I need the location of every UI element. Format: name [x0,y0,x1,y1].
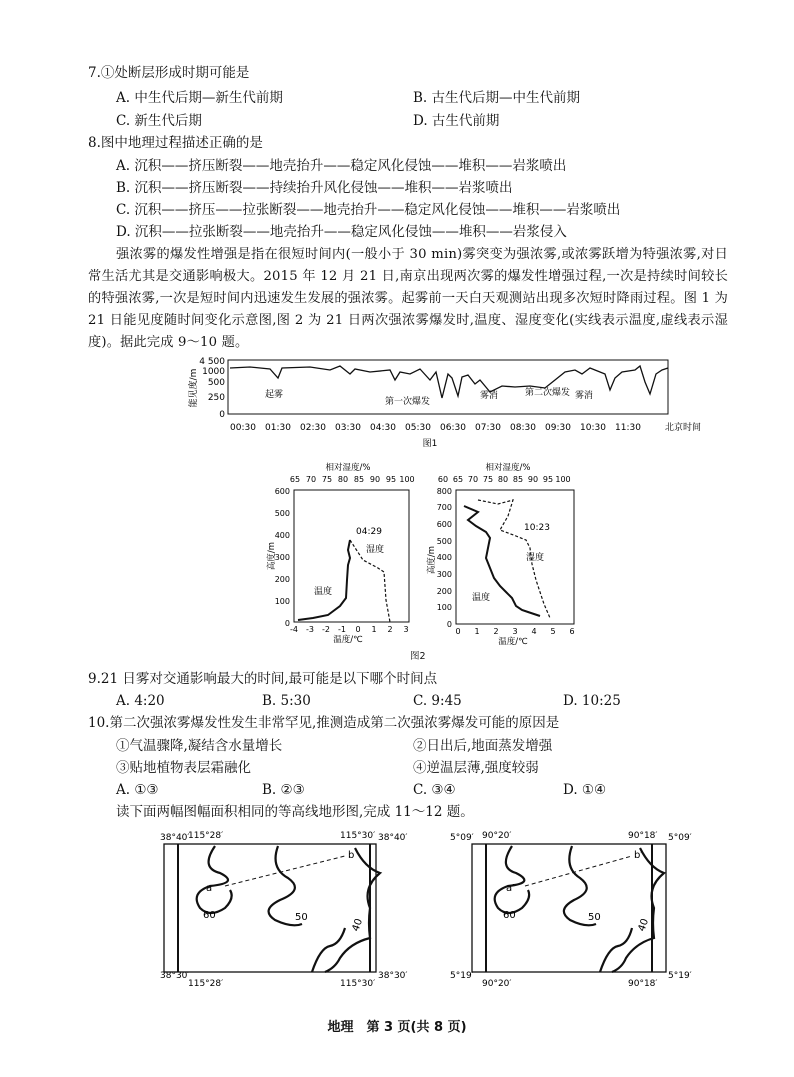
fig2-left-bottom-tick: 2 [387,625,393,634]
fig2-left-xlabel: 温度/℃ [333,635,363,645]
map-right-contour-60: 60 [503,910,516,921]
q10-statement-1: ①气温骤降,凝结含水量增长 [116,738,283,754]
fig1-xtick: 11:30 [615,423,641,433]
q10-option-c: C. ③④ [413,782,456,798]
q7-option-a: A. 中生代后期—新生代前期 [116,90,283,106]
q10-statement-3: ③贴地植物表层霜融化 [116,760,251,776]
fig2-right-top-tick: 95 [542,475,554,484]
fig2-right-bottom-tick: 6 [569,627,575,636]
figure-1-visibility-chart [189,352,702,452]
fig2-right-ytick: 600 [436,520,452,529]
fig2-left-top-tick: 90 [369,475,381,484]
fig2-left-top-tick: 95 [385,475,397,484]
fig2-right-top-tick: 90 [527,475,539,484]
fig2-left-ytick: 0 [284,619,290,628]
fig2-left-ytick: 100 [274,597,290,606]
fig2-left-bottom-tick: 1 [371,625,377,634]
fig2-right-ytick: 200 [436,587,452,596]
fig1-xtick: 07:30 [475,423,501,433]
map-left-lon-label: 115°30′ [340,979,376,989]
fig2-left-bottom-tick: -2 [322,625,330,634]
fig2-right-ytick: 400 [436,553,452,562]
q9-option-d: D. 10:25 [563,693,621,709]
map-left-lat-label: 38°30′ [378,971,408,981]
figure-2-left-profile [268,460,428,645]
fig2-right-xlabel: 温度/℃ [498,637,528,647]
fig1-label-clear1: 雾消 [480,391,499,401]
fig2-right-ytick: 100 [436,603,452,612]
fig1-label-start: 起雾 [265,390,284,400]
map-left-lon-label: 115°28′ [188,979,224,989]
fig1-ytick: 250 [207,393,225,403]
q8-option-c: C. 沉积——挤压——拉张断裂——地壳抬升——稳定风化侵蚀——堆积——岩浆喷出 [116,202,621,218]
fig1-xtick: 09:30 [545,423,571,433]
q8-option-a: A. 沉积——挤压断裂——地壳抬升——稳定风化侵蚀——堆积——岩浆喷出 [116,158,567,174]
q10-option-b: B. ②③ [262,782,305,798]
page-footer: 地理 第 3 页(共 8 页) [327,1020,467,1035]
q7-option-d: D. 古生代前期 [413,113,500,129]
fig2-left-top-title: 相对湿度/% [325,463,371,473]
fig2-right-bottom-tick: 3 [512,627,518,636]
map-right-point-b: b′ [634,850,643,861]
fig2-right-top-tick: 75 [482,475,494,484]
fig2-left-top-tick: 100 [399,475,415,484]
map-right-lon-label: 90°20′ [482,979,512,989]
map-right-lon-label: 90°20′ [482,831,512,841]
q8-option-b: B. 沉积——挤压断裂——持续抬升风化侵蚀——堆积——岩浆喷出 [116,180,513,196]
map-left-contour-50: 50 [295,912,308,923]
fig1-label-burst1: 第一次爆发 [385,397,431,407]
map-right-lat-label: 5°09′ [668,833,692,843]
fig1-ytick: 1000 [202,367,225,377]
fig2-right-ytick: 800 [436,487,452,496]
fig2-right-top-tick: 85 [512,475,524,484]
fig2-right-top-tick: 80 [497,475,509,484]
fig2-left-ylabel: 高度/m [267,541,277,571]
fig1-ytick: 0 [219,410,225,420]
fig2-left-bottom-tick: -3 [306,625,314,634]
passage-fog: 强浓雾的爆发性增强是指在很短时间内(一般小于 30 min)雾突变为强浓雾,或浓雾跃增为特强浓雾,对日常生活尤其是交通影响极大。2015 年 12 月 21 日,南京出现两次雾的爆发性增强过程,一次是持续时间较长的特强浓雾,一次是短时间内迅速发生发展的强浓雾。起雾前一天白天观测站出现多次短时降雨过程。图 1 为 21 日能见度随时间变化示意图,图 2 为 21 日两次强浓雾爆发时,温度、湿度变化(实线表示温度,虚线表示湿度)。据此完成 9～10 题。 [88,247,728,350]
q10-statement-4: ④逆温层薄,强度较弱 [413,760,539,776]
map-right-lon-label: 90°18′ [628,831,658,841]
contour-map-left [130,828,430,988]
fig2-left-ytick: 400 [274,531,290,540]
q7-stem: 7.①处断层形成时期可能是 [88,65,250,81]
fig2-right-top-tick: 60 [437,475,449,484]
map-left-lon-label: 115°28′ [188,831,224,841]
fig2-left-ytick: 500 [274,509,290,518]
fig2-right-temperature-label: 温度 [472,593,491,603]
fig2-right-ytick: 700 [436,503,452,512]
fig2-right-ytick: 0 [446,620,452,629]
fig2-right-top-tick: 100 [555,475,571,484]
map-left-lat-label: 38°40′ [160,833,190,843]
fig1-xtick: 02:30 [300,423,326,433]
fig2-right-ytick: 500 [436,537,452,546]
q9-option-c: C. 9:45 [413,693,462,709]
fig2-left-bottom-tick: 3 [403,625,409,634]
map-right-lat-label: 5°19′ [450,971,474,981]
map-right-lat-label: 5°09′ [450,833,474,843]
fig2-left-top-tick: 85 [353,475,365,484]
fig2-right-bottom-tick: 4 [531,627,537,636]
fig2-right-bottom-tick: 0 [455,627,461,636]
q7-option-b: B. 古生代后期—中生代前期 [413,90,581,106]
fig1-xtick: 08:30 [510,423,536,433]
passage-contour: 读下面两幅图幅面积相同的等高线地形图,完成 11～12 题。 [116,804,474,820]
map-right-lat-label: 5°19′ [668,971,692,981]
fig1-ytick: 4 500 [199,357,225,367]
fig1-label-burst2: 第二次爆发 [525,388,571,398]
fig1-xtick: 04:30 [370,423,396,433]
fig2-right-ytick: 300 [436,570,452,579]
fig2-right-top-title: 相对湿度/% [485,463,531,473]
map-left-lat-label: 38°30′ [160,971,190,981]
fig2-left-top-tick: 65 [289,475,301,484]
fig2-right-top-tick: 65 [452,475,464,484]
q8-option-d: D. 沉积——拉张断裂——地壳抬升——稳定风化侵蚀——堆积——岩浆侵入 [116,224,567,240]
fig1-label-clear2: 雾消 [575,391,594,401]
fig2-right-bottom-tick: 1 [474,627,480,636]
map-left-lon-label: 115°30′ [340,831,376,841]
map-left-contour-40: 40 [350,917,366,934]
fig2-right-ylabel: 高度/m [427,545,437,575]
map-left-point-b: b [348,850,355,861]
fig2-left-top-tick: 80 [337,475,349,484]
fig2-left-ytick: 200 [274,575,290,584]
fig1-xtick: 01:30 [265,423,291,433]
fig2-right-bottom-tick: 5 [550,627,556,636]
map-left-point-a: a [206,883,213,894]
map-right-contour-50: 50 [588,912,601,923]
map-left-contour-60: 60 [203,910,216,921]
map-right-lon-label: 90°18′ [628,979,658,989]
fig2-left-bottom-tick: -1 [338,625,346,634]
fig2-left-time: 04:29 [356,527,382,537]
fig2-left-ytick: 600 [274,487,290,496]
fig1-ytick: 500 [207,378,225,388]
fig2-left-top-tick: 75 [321,475,333,484]
q9-option-b: B. 5:30 [262,693,311,709]
fig2-right-humidity-label: 湿度 [526,553,545,563]
q10-stem: 10.第二次强浓雾爆发性发生非常罕见,推测造成第二次强浓雾爆发可能的原因是 [88,715,560,731]
fig1-xtick: 03:30 [335,423,361,433]
fig1-ylabel: 能见度/m [189,368,199,408]
fig2-left-humidity-label: 湿度 [366,545,385,555]
map-right-contour-40: 40 [636,917,652,934]
fig2-right-bottom-tick: 2 [493,627,499,636]
q7-option-c: C. 新生代后期 [116,113,202,129]
fig1-xtick: 06:30 [440,423,466,433]
map-left-lat-label: 38°40′ [378,833,408,843]
fig2-caption: 图2 [410,651,426,662]
fig1-xunit: 北京时间 [665,423,702,433]
q9-stem: 9.21 日雾对交通影响最大的时间,最可能是以下哪个时间点 [88,671,438,687]
fig2-left-bottom-tick: 0 [355,625,361,634]
fig1-caption: 图1 [422,439,438,449]
q8-stem: 8.图中地理过程描述正确的是 [88,135,263,151]
contour-map-right [440,828,740,988]
q10-option-a: A. ①③ [116,782,159,798]
fig1-xtick: 05:30 [405,423,431,433]
fig2-left-top-tick: 70 [305,475,317,484]
fig2-right-time: 10:23 [524,523,550,533]
map-right-point-a: a′ [506,883,515,894]
fig2-right-top-tick: 70 [467,475,479,484]
q10-statement-2: ②日出后,地面蒸发增强 [413,738,553,754]
q10-option-d: D. ①④ [563,782,607,798]
fig1-xtick: 00:30 [230,423,256,433]
fig2-left-ytick: 300 [274,553,290,562]
q9-option-a: A. 4:20 [116,693,165,709]
fig2-left-temperature-label: 温度 [314,587,333,597]
figure-2-right-profile [428,460,588,660]
fig2-left-bottom-tick: -4 [290,625,298,634]
fig1-xtick: 10:30 [580,423,606,433]
